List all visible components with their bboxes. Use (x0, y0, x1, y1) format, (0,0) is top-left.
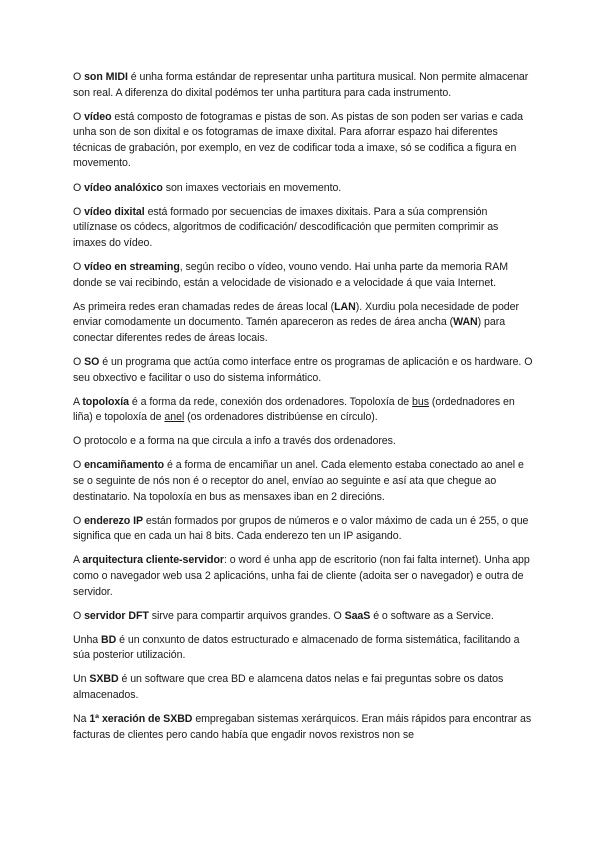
bold-term: BD (101, 633, 117, 646)
text-run: é un software que crea BD e alamcena datos nelas e fai preguntas sobre os datos almacenados. (73, 673, 504, 701)
text-run: está composto de fotogramas e pistas de son. As pistas de son poden ser varias e cada unha son de son dixital e os fotogramas de imaxe dixital. Para aforrar espazo hai diferentes técnicas de grabación, por exemplo, en vez de codificar toda a imaxe, só se codifica a figura en movemento. (73, 110, 523, 170)
text-run: O (73, 609, 85, 622)
text-run: O (73, 355, 85, 368)
text-run: O (73, 514, 85, 527)
text-run: sirve para compartir arquivos grandes. O (148, 609, 345, 622)
text-run: O (73, 205, 85, 218)
bold-term: vídeo en streaming (84, 260, 180, 273)
text-run: empregaban sistemas xerárquicos. Eran máis rápidos para encontrar as facturas de clientes pero cando había que engadir novos rexistros non se (73, 713, 532, 741)
paragraph (73, 110, 533, 172)
underlined-term: anel (164, 411, 185, 424)
paragraph (73, 672, 533, 703)
document-body (73, 70, 533, 752)
paragraph (73, 514, 533, 545)
text-run: están formados por grupos de números e o valor máximo de cada un é 255, o que significa que en cada un hai 8 bits. Cada enderezo ten un IP asigando. (73, 514, 529, 543)
bold-term: son MIDI (84, 71, 128, 83)
text-run: é o software as a Service. (370, 609, 494, 622)
bold-term: WAN (453, 316, 478, 329)
paragraph (73, 609, 533, 625)
paragraph (73, 434, 533, 450)
paragraph (73, 395, 533, 426)
bold-term: enderezo IP (84, 514, 144, 527)
paragraph (73, 300, 533, 347)
paragraph (73, 70, 533, 101)
paragraph (73, 181, 533, 197)
text-run: O (73, 71, 85, 83)
text-run: ). Xurdiu pola necesidade de poder enviar comodamente un documento. Tamén apareceron as redes de área ancha ( (73, 300, 519, 329)
text-run: está formado por secuencias de imaxes dixitais. Para a súa comprensión utilíznase os códecs, algoritmos de codificación/ descodificación que permiten comprimir as imaxes do vídeo. (73, 205, 499, 249)
bold-term: SaaS (344, 609, 371, 622)
text-run: (ordednadores en liña) e topoloxía de (73, 395, 515, 424)
paragraph (73, 712, 533, 743)
bold-term: vídeo dixital (84, 205, 145, 218)
text-run: Na (73, 713, 90, 726)
paragraph (73, 355, 533, 386)
paragraph (73, 553, 533, 600)
bold-term: arquitectura cliente-servidor (82, 554, 224, 567)
paragraph (73, 633, 533, 664)
text-run: é a forma de encamiñar un anel. Cada elemento estaba conectado ao anel e se o seguinte de nós non é o receptor do anel, envíao ao seguinte e así ata que chegue ao destinatario. Na topoloxía en bus as mensaxes iban en 2 direcións. (73, 459, 524, 503)
bold-term: vídeo analóxico (84, 181, 163, 194)
bold-term: vídeo (84, 110, 112, 123)
text-run: O (73, 459, 85, 472)
text-run: O (73, 110, 85, 123)
paragraph (73, 205, 533, 252)
text-run: é un conxunto de datos estructurado e almacenado de forma sistemática, facilitando a súa posterior utilización. (73, 633, 520, 662)
bold-term: LAN (334, 300, 356, 313)
text-run: é unha forma estándar de representar unha partitura musical. Non permite almacenar son real. A diferenza do dixital podémos ter unha partitura para cada instrumento. (73, 71, 529, 99)
bold-term: SXBD (89, 673, 119, 686)
text-run: O protocolo e a forma na que circula a info a través dos ordenadores. (73, 435, 396, 448)
bold-term: topoloxía (82, 395, 129, 408)
bold-term: 1ª xeración de SXBD (89, 713, 193, 726)
bold-term: SO (84, 355, 100, 368)
text-run: son imaxes vectoriais en movemento. (162, 181, 342, 194)
text-run: Un (73, 673, 90, 686)
paragraph (73, 458, 533, 505)
text-run: ) para conectar diferentes redes de áreas locais. (73, 316, 506, 344)
text-run: O (73, 260, 85, 273)
text-run: é un programa que actúa como interface entre os programas de aplicación e os hardware. O seu obxectivo e facilitar o uso do sistema informático. (73, 355, 533, 384)
text-run: A (73, 554, 83, 567)
text-run: A (73, 395, 83, 408)
bold-term: servidor DFT (84, 609, 149, 622)
bold-term: encamiñamento (84, 459, 165, 472)
text-run: : o word é unha app de escritorio (non fai falta internet). Unha app como o navegador web usa 2 aplicacións, unha fai de cliente (adoita ser o navegador) e outra de servidor. (73, 554, 530, 598)
text-run: O (73, 181, 85, 194)
underlined-term: bus (412, 395, 429, 408)
text-run: (os ordenadores distribúense en círculo). (184, 411, 378, 424)
text-run: é a forma da rede, conexión dos ordenadores. Topoloxía de (128, 395, 413, 408)
text-run: Unha (73, 633, 102, 646)
paragraph (73, 260, 533, 291)
text-run: As primeira redes eran chamadas redes de áreas local ( (73, 300, 335, 313)
text-run: , según recibo o vídeo, vouno vendo. Hai unha parte da memoria RAM donde se vai recibindo, están a velocidade de visionado e a velocidade á que vaia Internet. (73, 260, 508, 289)
